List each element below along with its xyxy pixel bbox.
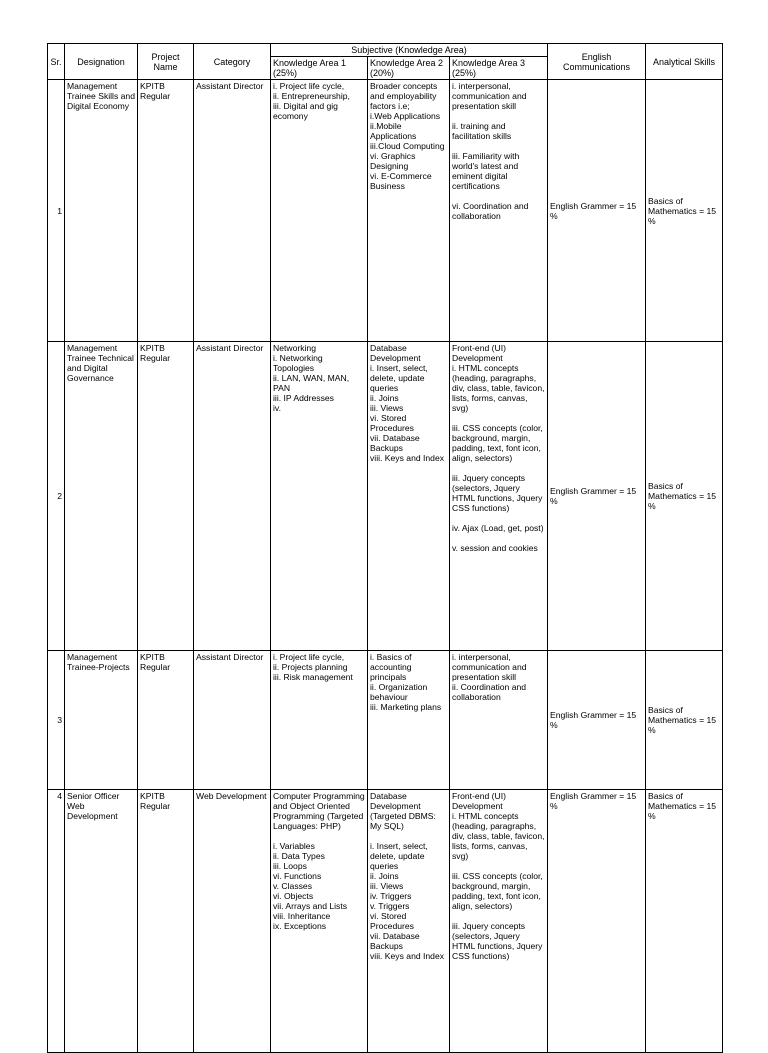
cell-ka1: i. Project life cycle, ii. Projects planning iii. Risk management: [271, 651, 368, 790]
cell-ka3: Front-end (UI) Development i. HTML concepts (heading, paragraphs, div, class, table, favicon, lists, forms, canvas, svg) iii. CSS concepts (color, background, margin, padding, text, font icon, align, selectors) iii. Jquery concepts (selectors, Jquery HTML functions, Jquery CSS functions): [450, 790, 548, 1053]
cell-project: KPITB Regular: [138, 790, 194, 1053]
cell-sr: 1: [48, 80, 65, 342]
header-category: Category: [194, 44, 271, 80]
cell-designation: Management Trainee Technical and Digital Governance: [65, 342, 138, 651]
table-row: [48, 651, 723, 790]
header-row-1: [48, 44, 723, 57]
cell-analytical: Basics of Mathematics = 15 %: [646, 790, 723, 1053]
cell-analytical: Basics of Mathematics = 15 %: [646, 651, 723, 790]
cell-designation: Senior Officer Web Development: [65, 790, 138, 1053]
syllabus-table: [47, 43, 723, 1053]
cell-ka3: i. interpersonal, communication and presentation skill ii. Coordination and collaboration: [450, 651, 548, 790]
cell-sr: 3: [48, 651, 65, 790]
cell-sr: 2: [48, 342, 65, 651]
cell-ka2: i. Basics of accounting principals ii. Organization behaviour iii. Marketing plans: [368, 651, 450, 790]
cell-designation: Management Trainee Skills and Digital Economy: [65, 80, 138, 342]
cell-project: KPITB Regular: [138, 651, 194, 790]
cell-category: Assistant Director: [194, 80, 271, 342]
cell-ka2: Broader concepts and employability factors i.e; i.Web Applications ii.Mobile Applications iii.Cloud Computing vi. Graphics Designing vi. E-Commerce Business: [368, 80, 450, 342]
cell-english: English Grammer = 15 %: [548, 342, 646, 651]
cell-english: English Grammer = 15 %: [548, 80, 646, 342]
cell-ka1: i. Project life cycle, ii. Entrepreneurship, iii. Digital and gig ecomony: [271, 80, 368, 342]
cell-designation: Management Trainee-Projects: [65, 651, 138, 790]
cell-category: Assistant Director: [194, 342, 271, 651]
cell-ka3: Front-end (UI) Development i. HTML concepts (heading, paragraphs, div, class, table, favicon, lists, forms, canvas, svg) iii. CSS concepts (color, background, margin, padding, text, font icon, align, selectors) iii. Jquery concepts (selectors, Jquery HTML functions, Jquery CSS functions) iv. Ajax (Load, get, post) v. session and cookies: [450, 342, 548, 651]
header-sr: Sr.: [48, 44, 65, 80]
header-subjective: Subjective (Knowledge Area): [271, 44, 548, 57]
cell-ka1: Computer Programming and Object Oriented Programming (Targeted Languages: PHP) i. Variables ii. Data Types iii. Loops vi. Functions v. Classes vi. Objects vii. Arrays and Lists viii. Inheritance ix. Exceptions: [271, 790, 368, 1053]
cell-project: KPITB Regular: [138, 80, 194, 342]
header-ka1: Knowledge Area 1 (25%): [271, 57, 368, 80]
header-ka3: Knowledge Area 3 (25%): [450, 57, 548, 80]
table-row: [48, 790, 723, 1053]
table-row: [48, 342, 723, 651]
cell-project: KPITB Regular: [138, 342, 194, 651]
cell-analytical: Basics of Mathematics = 15 %: [646, 80, 723, 342]
header-english: English Communications: [548, 44, 646, 80]
cell-sr: 4: [48, 790, 65, 1053]
cell-category: Assistant Director: [194, 651, 271, 790]
header-ka2: Knowledge Area 2 (20%): [368, 57, 450, 80]
cell-english: English Grammer = 15 %: [548, 651, 646, 790]
cell-category: Web Development: [194, 790, 271, 1053]
header-analytical: Analytical Skills: [646, 44, 723, 80]
header-project-name: Project Name: [138, 44, 194, 80]
table-row: [48, 80, 723, 342]
header-designation: Designation: [65, 44, 138, 80]
cell-ka2: Database Development (Targeted DBMS: My SQL) i. Insert, select, delete, update queries ii. Joins iii. Views iv. Triggers v. Triggers vi. Stored Procedures vii. Database Backups viii. Keys and Index: [368, 790, 450, 1053]
cell-ka1: Networking i. Networking Topologies ii. LAN, WAN, MAN, PAN iii. IP Addresses iv.: [271, 342, 368, 651]
cell-ka2: Database Development i. Insert, select, delete, update queries ii. Joins iii. Views vi. Stored Procedures vii. Database Backups viii. Keys and Index: [368, 342, 450, 651]
cell-analytical: Basics of Mathematics = 15 %: [646, 342, 723, 651]
cell-ka3: i. interpersonal, communication and presentation skill ii. training and facilitation skills iii. Familiarity with world's latest and eminent digital certifications vi. Coordination and collaboration: [450, 80, 548, 342]
cell-english: English Grammer = 15 %: [548, 790, 646, 1053]
